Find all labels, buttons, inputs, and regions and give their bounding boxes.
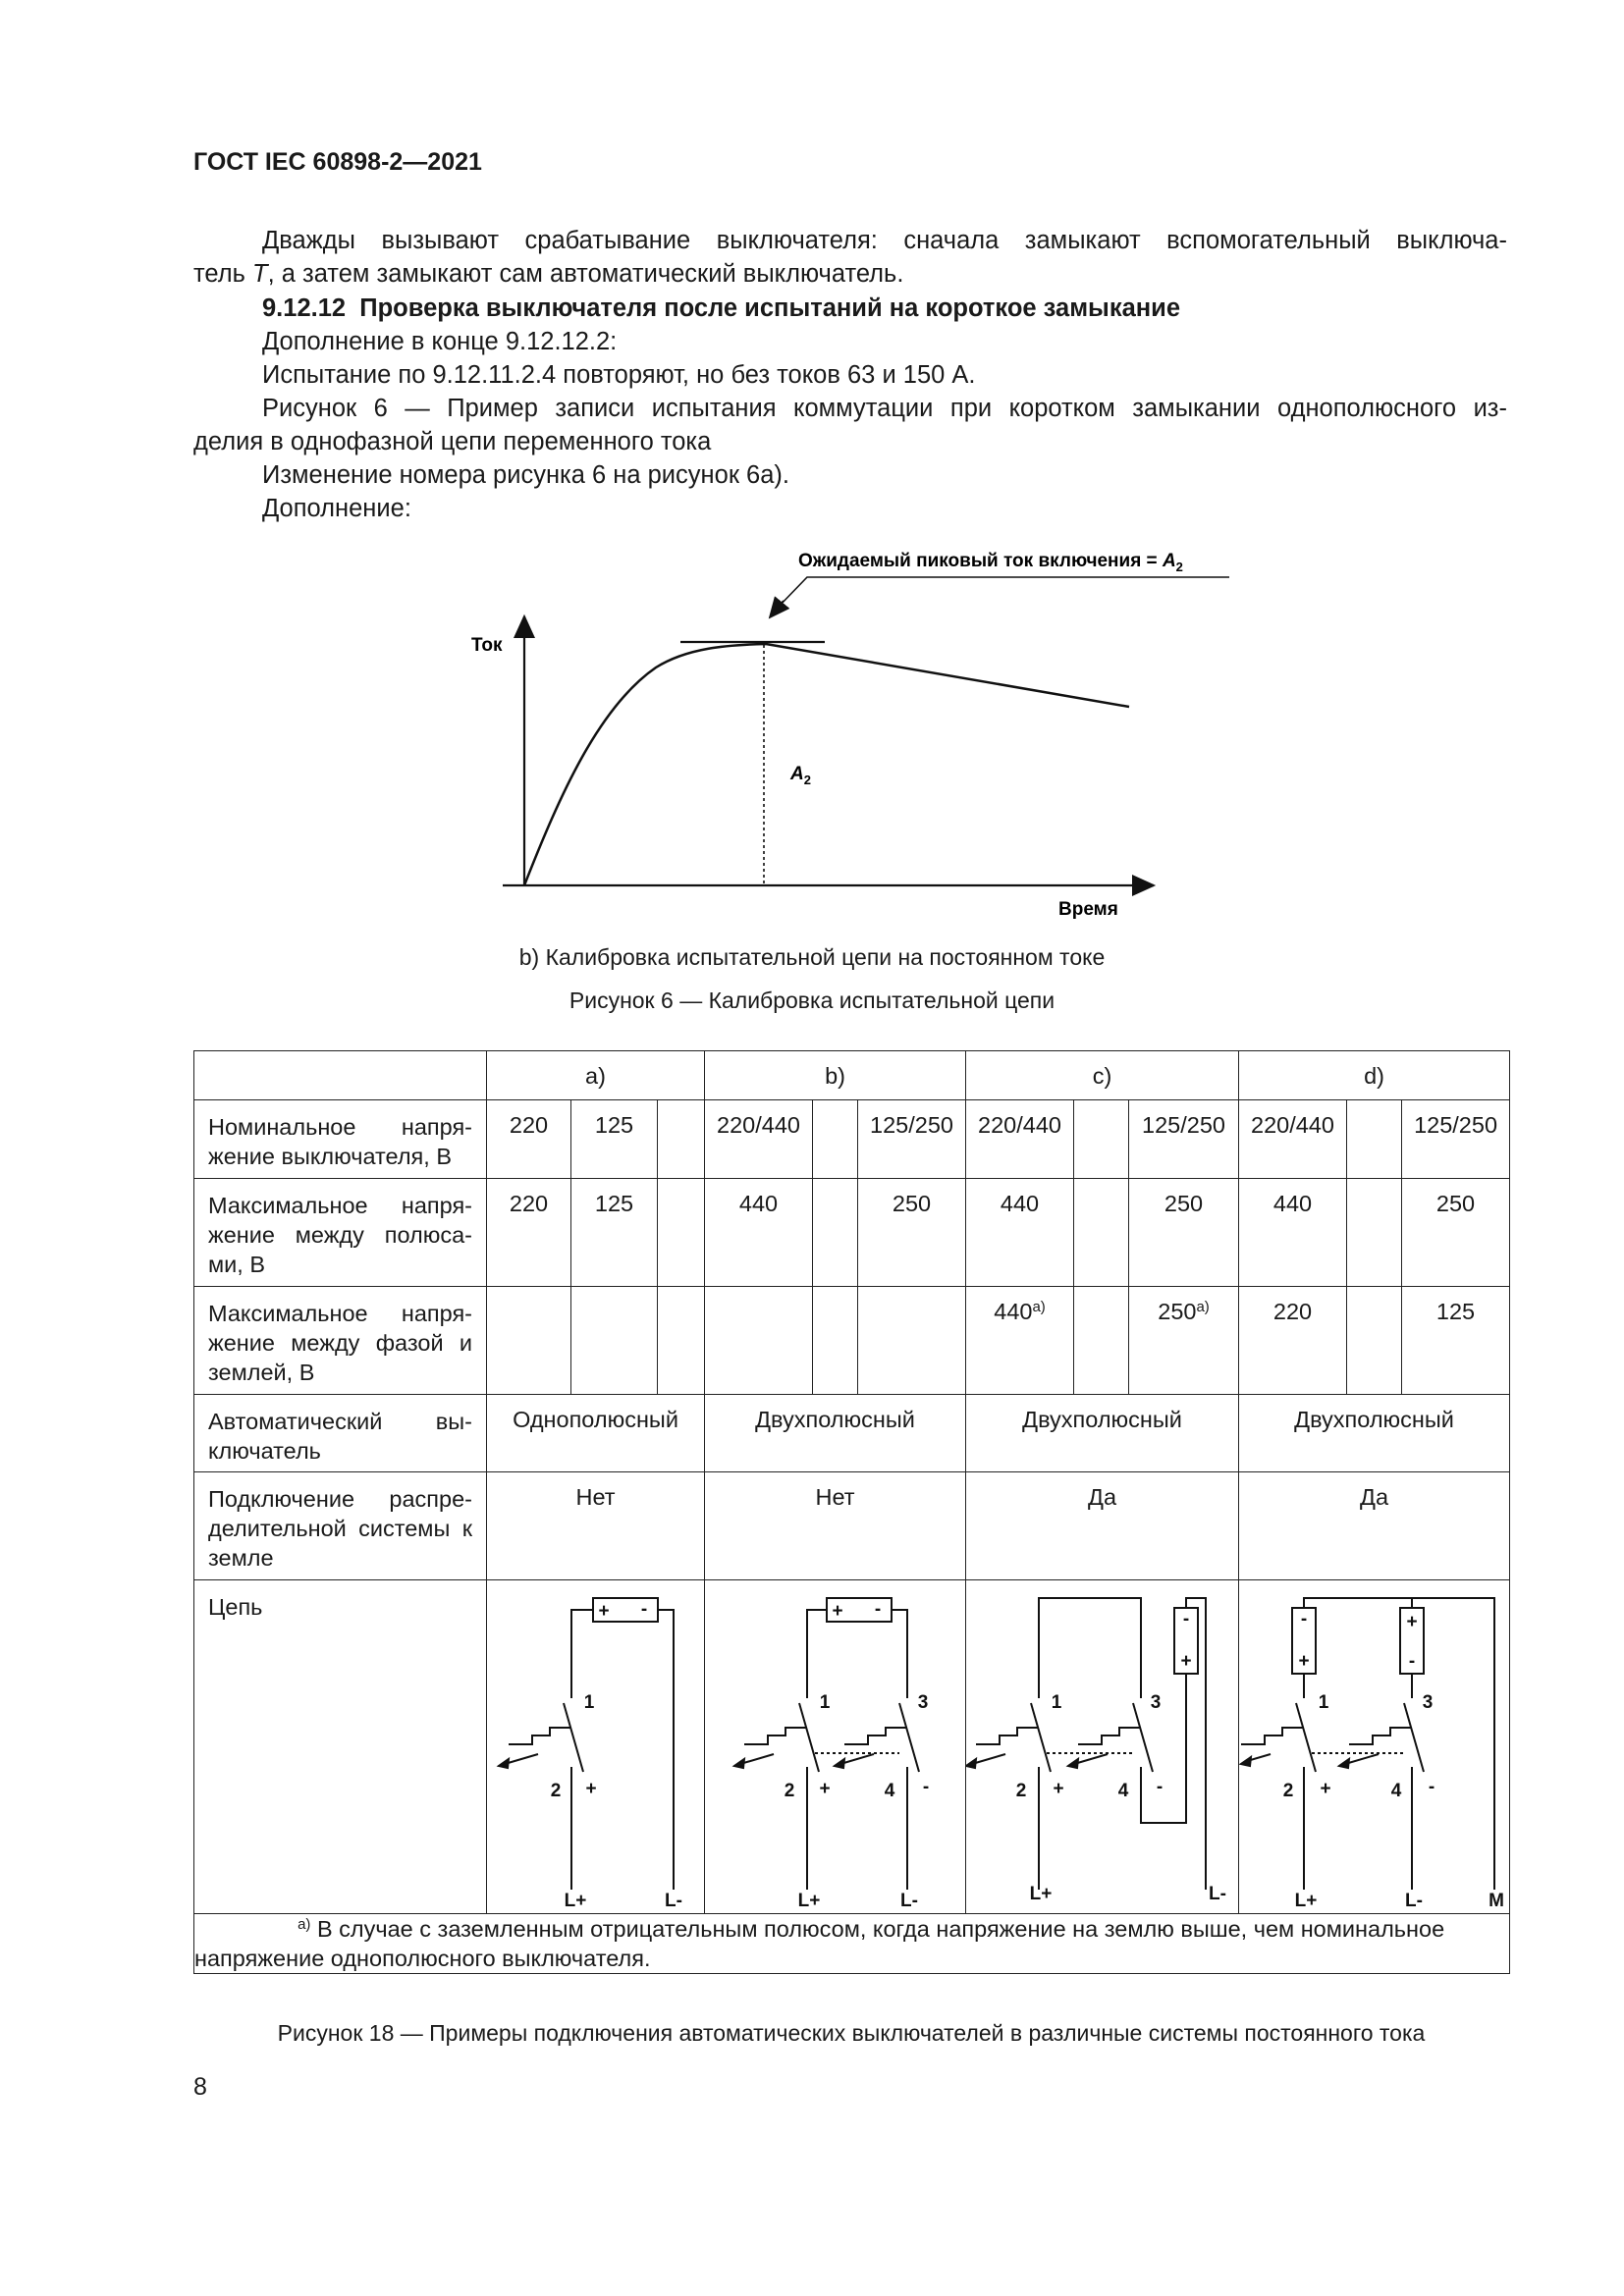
table-cell [487,1287,571,1395]
svg-text:2: 2 [550,1781,562,1801]
table-cell: $250^{а)}$ [1129,1287,1239,1395]
figure-6-subcaption: b) Калибровка испытательной цепи на постоянном токе [518,944,1106,970]
svg-text:+: + [1053,1779,1064,1799]
svg-text:+: + [1406,1612,1418,1632]
svg-text:M: M [1489,1891,1504,1911]
table-footnote: $^{а)}$ В случае с заземленным отрицательным полюсом, когда напряжение на землю выше, чем номинальное напряжение однополюсного выключателя. [194,1914,1510,1974]
table-cell: $440^{а)}$ [966,1287,1074,1395]
table-cell: Нет [705,1472,966,1580]
row-label-max-voltage-poles: Максимальное напря-жение между полюса-ми, В [194,1179,487,1287]
paragraph-1-line-2: тель T, а затем замыкают сам автоматический выключатель. [193,260,904,288]
table-cell: Да [1239,1472,1510,1580]
table-cell [813,1179,858,1287]
svg-text:+: + [598,1601,610,1622]
svg-text:-: - [1182,1609,1190,1629]
group-d-header: d) [1239,1051,1510,1100]
svg-text:1: 1 [819,1692,831,1713]
paragraph-6: Дополнение: [262,495,411,522]
paragraph-1-line-1: Дважды вызывают срабатывание выключателя: сначала замыкают вспомогательный выключа- [262,227,1507,254]
table-cell [658,1179,705,1287]
table-cell: 125 [571,1100,658,1179]
footnote-ref: а) [1032,1299,1046,1315]
group-c-header: c) [966,1051,1239,1100]
table-cell [571,1287,658,1395]
table-cell [1074,1100,1129,1179]
connection-table [193,1050,1510,1974]
table-cell [1074,1179,1129,1287]
svg-text:+: + [585,1779,597,1799]
circuit-b [705,1580,966,1914]
circuit-c-diagram [966,1580,1237,1912]
group-b-header: b) [705,1051,966,1100]
svg-text:L-: L- [900,1891,918,1911]
svg-text:4: 4 [1390,1781,1402,1801]
row-label-breaker-type: Автоматический вы-ключатель [194,1395,487,1472]
svg-text:-: - [1408,1651,1416,1672]
table-cell: 250 [1402,1179,1510,1287]
table-cell: Двухполюсный [1239,1395,1510,1472]
table-cell: 220 [487,1100,571,1179]
svg-text:+: + [1298,1651,1310,1672]
table-cell: 125/250 [858,1100,966,1179]
table-cell: 220/440 [1239,1100,1347,1179]
x-axis-label: Время [1058,899,1118,920]
svg-text:L+: L+ [1029,1884,1053,1904]
table-cell: 220/440 [966,1100,1074,1179]
table-cell [813,1100,858,1179]
svg-text:L+: L+ [1294,1891,1318,1911]
figure-18-caption: Рисунок 18 — Примеры подключения автоматических выключателей в различные системы постоянного тока [277,2020,1426,2046]
table-cell: 220 [1239,1287,1347,1395]
svg-text:+: + [1180,1651,1192,1672]
svg-text:L-: L- [665,1891,682,1911]
table-cell [658,1100,705,1179]
table-cell [1347,1287,1402,1395]
circuit-c [966,1580,1239,1914]
svg-text:-: - [1156,1777,1164,1797]
table-cell [1347,1100,1402,1179]
paragraph-4-line-1: Рисунок 6 — Пример записи испытания коммутации при коротком замыкании однополюсного из- [262,395,1507,422]
svg-text:1: 1 [1318,1692,1329,1713]
circuit-b-diagram [705,1580,966,1912]
group-a-header: a) [487,1051,705,1100]
calibration-figure [432,530,1237,923]
table-cell: 250 [858,1179,966,1287]
table-cell: 125/250 [1402,1100,1510,1179]
table-cell: 125 [571,1179,658,1287]
svg-text:2: 2 [784,1781,795,1801]
svg-text:+: + [819,1779,831,1799]
svg-text:1: 1 [1051,1692,1062,1713]
table-cell [705,1287,813,1395]
row-label-max-voltage-phase-earth: Максимальное напря-жение между фазой и землей, В [194,1287,487,1395]
svg-text:L-: L- [1209,1884,1226,1904]
table-cell [813,1287,858,1395]
paragraph-2: Дополнение в конце 9.12.12.2: [262,328,618,355]
paragraph-4-line-2: делия в однофазной цепи переменного тока [193,428,712,455]
table-cell: 250 [1129,1179,1239,1287]
svg-text:-: - [1300,1609,1308,1629]
annotation-arrow [770,601,784,617]
svg-text:4: 4 [884,1781,895,1801]
annotation-text: Ожидаемый пиковый ток включения = $A_2$ [798,551,1183,574]
table-cell: 125/250 [1129,1100,1239,1179]
svg-text:+: + [832,1601,843,1622]
svg-text:4: 4 [1117,1781,1129,1801]
row-label-rated-voltage: Номинальное напря-жение выключателя, В [194,1100,487,1179]
svg-text:-: - [874,1599,882,1620]
svg-text:+: + [1320,1779,1331,1799]
row-label-circuit: Цепь [194,1580,487,1914]
table-cell: 220/440 [705,1100,813,1179]
circuit-a [487,1580,705,1914]
header-empty [194,1051,487,1100]
svg-text:-: - [1428,1777,1435,1797]
table-cell: Однополюсный [487,1395,705,1472]
svg-text:-: - [640,1599,648,1620]
paragraph-5: Изменение номера рисунка 6 на рисунок 6а). [262,461,789,489]
svg-text:2: 2 [1282,1781,1294,1801]
table-cell: Двухполюсный [705,1395,966,1472]
table-cell: 440 [705,1179,813,1287]
table-cell: 125 [1402,1287,1510,1395]
svg-text:3: 3 [1150,1692,1162,1713]
svg-text:L+: L+ [797,1891,821,1911]
circuit-d [1239,1580,1510,1914]
table-cell: 220 [487,1179,571,1287]
current-curve [524,644,1129,885]
circuit-a-diagram [487,1580,703,1912]
svg-text:2: 2 [1015,1781,1027,1801]
page-number: 8 [193,2073,207,2101]
table-cell [1074,1287,1129,1395]
svg-text:1: 1 [583,1692,595,1713]
svg-text:-: - [922,1777,930,1797]
table-cell [1347,1179,1402,1287]
svg-text:L+: L+ [564,1891,587,1911]
svg-text:3: 3 [1422,1692,1434,1713]
svg-text:3: 3 [917,1692,929,1713]
row-label-earthing: Подключение распре-делительной системы к земле [194,1472,487,1580]
table-cell: 440 [966,1179,1074,1287]
table-cell [658,1287,705,1395]
y-axis-label: Ток [471,635,503,656]
annotation-leader [778,577,1229,608]
table-cell: Да [966,1472,1239,1580]
figure-6-caption: Рисунок 6 — Калибровка испытательной цепи [568,988,1056,1013]
table-cell: 440 [1239,1179,1347,1287]
a2-label: $A_2$ [790,764,811,787]
document-header: ГОСТ IEC 60898-2—2021 [193,148,482,176]
table-cell [858,1287,966,1395]
paragraph-3: Испытание по 9.12.11.2.4 повторяют, но без токов 63 и 150 А. [262,361,976,389]
table-cell: Двухполюсный [966,1395,1239,1472]
circuit-d-diagram [1239,1580,1508,1912]
footnote-ref: а) [1196,1299,1210,1315]
table-cell: Нет [487,1472,705,1580]
svg-text:L-: L- [1405,1891,1423,1911]
section-heading: 9.12.12 Проверка выключателя после испытаний на короткое замыкание [262,294,1181,322]
